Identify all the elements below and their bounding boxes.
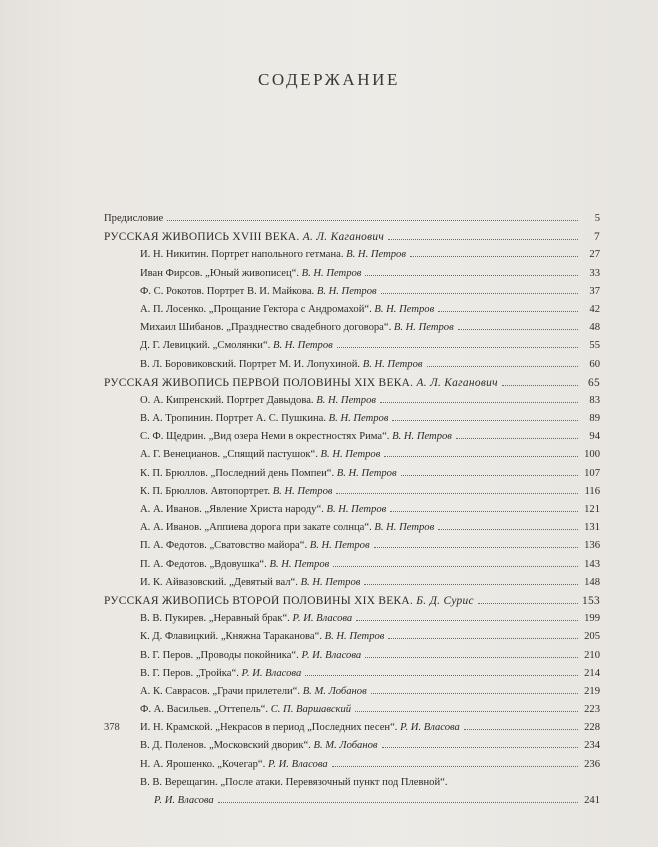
entry-author: В. Н. Петров — [362, 358, 423, 370]
toc-entry — [104, 449, 600, 467]
leader-dots — [382, 747, 579, 748]
toc-entry-text — [140, 286, 377, 297]
entry-author: А. Л. Каганович — [302, 231, 385, 244]
entry-page-number: 148 — [584, 576, 600, 588]
entry-title: Иван Фирсов. „Юный живописец“. — [140, 267, 299, 279]
leader-dots — [336, 493, 578, 494]
entry-page-number: 42 — [589, 303, 600, 315]
entry-page-number: 83 — [589, 394, 600, 406]
toc-entry-text — [140, 559, 329, 570]
leader-dots — [355, 711, 578, 712]
entry-page-number: 121 — [584, 504, 600, 515]
toc-entry-text — [140, 413, 388, 424]
toc-entry-text — [140, 468, 397, 479]
entry-page-number: 205 — [584, 631, 600, 643]
entry-author: В. Н. Петров — [272, 485, 333, 497]
toc-entry — [104, 377, 600, 395]
toc-entry — [104, 595, 600, 613]
toc-entry — [104, 486, 600, 504]
toc-entry-text — [140, 668, 301, 679]
toc-entry — [104, 231, 600, 249]
entry-title: В. В. Пукирев. „Неравный брак“. — [140, 613, 290, 625]
toc-entry-text — [140, 504, 386, 515]
leader-dots — [456, 438, 578, 439]
toc-entry — [104, 304, 600, 322]
leader-dots — [390, 511, 578, 512]
entry-title: В. А. Тропинин. Портрет А. С. Пушкина. — [140, 413, 327, 425]
entry-author: В. Н. Петров — [316, 285, 377, 297]
entry-title: О. А. Кипренский. Портрет Давыдова. — [140, 394, 314, 406]
entry-author: В. Н. Петров — [324, 631, 385, 643]
entry-author: Б. Д. Сурис — [416, 594, 474, 607]
entry-title: РУССКАЯ ЖИВОПИСЬ ВТОРОЙ ПОЛОВИНЫ XIX ВЕКА. — [104, 594, 414, 607]
leader-dots — [333, 566, 578, 567]
entry-page-number: 37 — [589, 285, 600, 297]
table-of-contents — [104, 213, 600, 813]
entry-title: А. А. Иванов. „Аппиева дорога при закате солнца“. — [140, 522, 372, 534]
entry-title: К. Д. Флавицкий. „Княжна Тараканова“. — [140, 631, 322, 643]
entry-title: В. Г. Перов. „Проводы покойника“. — [140, 649, 299, 661]
leader-dots — [371, 693, 578, 694]
leader-dots — [384, 456, 578, 457]
entry-title: П. А. Федотов. „Вдовушка“. — [140, 558, 267, 570]
toc-entry — [104, 704, 600, 722]
toc-entry — [104, 795, 600, 813]
entry-author: Р. И. Власова — [241, 667, 302, 679]
entry-author: В. Н. Петров — [316, 394, 376, 406]
leader-dots — [458, 329, 578, 330]
toc-entry — [104, 559, 600, 577]
toc-entry-text — [140, 359, 423, 370]
toc-entry-text — [104, 377, 498, 389]
entry-page-number: 236 — [584, 758, 600, 770]
toc-entry-text — [140, 686, 367, 697]
entry-author: В. Н. Петров — [301, 267, 362, 279]
toc-entry-text — [140, 613, 352, 624]
leader-dots — [365, 657, 578, 658]
entry-title: Михаил Шибанов. „Празднество свадебного договора“. — [140, 322, 392, 334]
entry-author: А. Л. Каганович — [416, 376, 498, 389]
leader-dots — [365, 275, 578, 276]
entry-page-number: 210 — [584, 649, 600, 661]
entry-author: В. Н. Петров — [269, 558, 330, 570]
toc-entry-text — [140, 304, 434, 315]
leader-dots — [438, 311, 578, 312]
toc-entry-text — [140, 486, 332, 497]
toc-entry-text — [140, 268, 361, 279]
toc-entry-text — [140, 249, 406, 260]
leader-dots — [332, 766, 578, 767]
entry-author: В. Н. Петров — [320, 449, 381, 461]
page-number: 378 — [104, 722, 120, 733]
entry-author: В. М. Лобанов — [313, 740, 378, 752]
entry-author: В. М. Лобанов — [302, 685, 367, 697]
page-title: СОДЕРЖАНИЕ — [257, 70, 401, 89]
entry-page-number: 131 — [584, 522, 600, 534]
leader-dots — [478, 603, 578, 604]
entry-page-number: 27 — [589, 249, 600, 261]
toc-entry — [104, 522, 600, 540]
toc-entry — [104, 340, 600, 358]
entry-title: А. К. Саврасов. „Грачи прилетели“. — [140, 685, 301, 697]
entry-title: А. А. Иванов. „Явление Христа народу“. — [140, 504, 324, 515]
toc-entry — [104, 686, 600, 704]
entry-page-number: 55 — [589, 340, 600, 352]
entry-page-number: 7 — [594, 231, 600, 244]
entry-page-number: 234 — [584, 740, 600, 752]
toc-entry-text — [140, 722, 460, 733]
toc-entry — [104, 322, 600, 340]
toc-entry — [104, 540, 600, 558]
entry-author: В. Н. Петров — [392, 431, 452, 443]
entry-author: Р. И. Власова — [267, 758, 328, 770]
toc-entry — [104, 431, 600, 449]
toc-entry-text — [140, 540, 370, 551]
entry-author: В. Н. Петров — [346, 249, 406, 261]
toc-entry — [104, 777, 600, 795]
toc-entry — [104, 631, 600, 649]
leader-dots — [305, 675, 578, 676]
toc-entry-text — [140, 577, 360, 588]
entry-title: В. Г. Перов. „Тройка“. — [140, 667, 239, 679]
entry-title: К. П. Брюллов. „Последний день Помпеи“. — [140, 467, 335, 479]
toc-entry — [104, 613, 600, 631]
leader-dots — [438, 529, 578, 530]
toc-entry — [104, 650, 600, 668]
entry-author: В. Н. Петров — [374, 303, 435, 315]
entry-author: Р. И. Власова — [400, 722, 460, 734]
toc-entry-text — [140, 431, 452, 442]
leader-dots — [167, 220, 578, 221]
entry-author: С. П. Варшавский — [270, 704, 352, 716]
toc-entry — [104, 504, 600, 522]
entry-page-number: 60 — [589, 358, 600, 370]
toc-entry-text — [104, 213, 163, 224]
entry-title: И. Н. Крамской. „Некрасов в период „Последних песен“. — [140, 722, 398, 734]
leader-dots — [392, 420, 578, 421]
toc-entry-text — [154, 795, 214, 806]
entry-author: Р. И. Власова — [301, 649, 362, 661]
entry-title: Предисловие — [104, 213, 164, 224]
leader-dots — [380, 402, 578, 403]
toc-entry — [104, 395, 600, 413]
toc-entry-text — [104, 595, 474, 607]
entry-author: Р. И. Власова — [154, 795, 214, 806]
toc-entry-text — [140, 777, 448, 788]
entry-author: Р. И. Власова — [292, 613, 353, 625]
toc-entry — [104, 740, 600, 758]
leader-dots — [388, 638, 578, 639]
leader-dots — [337, 347, 578, 348]
leader-dots — [410, 256, 578, 257]
entry-page-number: 48 — [589, 322, 600, 334]
toc-entry — [104, 759, 600, 777]
leader-dots — [502, 385, 578, 386]
leader-dots — [401, 475, 578, 476]
leader-dots — [427, 366, 579, 367]
entry-author: В. Н. Петров — [374, 522, 435, 534]
toc-entry-text — [140, 704, 351, 715]
entry-author: В. Н. Петров — [336, 467, 397, 479]
toc-entry — [104, 268, 600, 286]
toc-entry — [104, 413, 600, 431]
entry-title: И. Н. Никитин. Портрет напольного гетмана. — [140, 249, 344, 261]
entry-author: В. Н. Петров — [393, 322, 454, 334]
entry-title: К. П. Брюллов. Автопортрет. — [140, 485, 271, 497]
entry-page-number: 228 — [584, 722, 600, 734]
entry-page-number: 143 — [584, 558, 600, 570]
entry-page-number: 116 — [584, 485, 600, 497]
entry-title: Ф. А. Васильев. „Оттепель“. — [140, 704, 269, 716]
leader-dots — [388, 239, 578, 240]
entry-page-number: 5 — [594, 213, 600, 224]
entry-author: В. Н. Петров — [272, 340, 333, 352]
entry-page-number: 241 — [584, 795, 600, 806]
entry-page-number: 33 — [589, 267, 600, 279]
toc-entry-text — [140, 759, 328, 770]
entry-title: Н. А. Ярошенко. „Кочегар“. — [140, 758, 266, 770]
entry-title: РУССКАЯ ЖИВОПИСЬ XVIII ВЕКА. — [104, 231, 300, 244]
entry-author: В. Н. Петров — [326, 504, 387, 515]
entry-page-number: 136 — [584, 540, 600, 552]
toc-entry — [104, 577, 600, 595]
entry-title: С. Ф. Щедрин. „Вид озера Неми в окрестностях Рима“. — [140, 431, 390, 443]
toc-entry-text — [140, 340, 333, 351]
leader-dots — [381, 293, 578, 294]
entry-page-number: 89 — [589, 413, 600, 425]
entry-title: А. П. Лосенко. „Прощание Гектора с Андромахой“. — [140, 303, 372, 315]
entry-title: РУССКАЯ ЖИВОПИСЬ ПЕРВОЙ ПОЛОВИНЫ XIX ВЕКА. — [104, 376, 414, 389]
toc-entry-text — [140, 631, 384, 642]
toc-entry — [104, 468, 600, 486]
entry-title: Д. Г. Левицкий. „Смолянки“. — [140, 340, 271, 352]
entry-title: В. Д. Поленов. „Московский дворик“. — [140, 740, 311, 752]
toc-entry — [104, 213, 600, 231]
leader-dots — [364, 584, 578, 585]
entry-title: В. В. Верещагин. „После атаки. Перевязочный пункт под Плевной“. — [140, 776, 448, 788]
entry-page-number: 199 — [584, 613, 600, 625]
entry-title: В. Л. Боровиковский. Портрет М. И. Лопухиной. — [140, 358, 361, 370]
entry-author: В. Н. Петров — [300, 576, 361, 588]
entry-title: И. К. Айвазовский. „Девятый вал“. — [140, 576, 298, 588]
toc-entry — [104, 359, 600, 377]
leader-dots — [374, 547, 578, 548]
toc-entry — [104, 722, 600, 740]
entry-author: В. Н. Петров — [309, 540, 370, 552]
toc-entry-text — [104, 231, 384, 243]
entry-page-number: 65 — [588, 376, 600, 389]
toc-entry — [104, 249, 600, 267]
entry-page-number: 223 — [584, 704, 600, 716]
toc-entry-text — [140, 449, 380, 460]
entry-author: В. Н. Петров — [328, 413, 389, 425]
leader-dots — [464, 729, 578, 730]
entry-page-number: 94 — [589, 431, 600, 443]
toc-entry — [104, 668, 600, 686]
toc-entry-text — [140, 650, 361, 661]
toc-entry-text — [140, 395, 376, 406]
toc-entry-text — [140, 322, 454, 333]
toc-entry — [104, 286, 600, 304]
entry-page-number: 214 — [584, 667, 600, 679]
entry-title: А. Г. Венецианов. „Спящий пастушок“. — [140, 449, 318, 461]
leader-dots — [218, 802, 578, 803]
entry-page-number: 219 — [584, 685, 600, 697]
leader-dots — [356, 620, 578, 621]
entry-page-number: 107 — [584, 467, 600, 479]
entry-title: П. А. Федотов. „Сватовство майора“. — [140, 540, 308, 552]
toc-entry-text — [140, 522, 434, 533]
entry-page-number: 100 — [584, 449, 600, 461]
entry-page-number: 153 — [582, 594, 600, 607]
toc-entry-text — [140, 740, 378, 751]
entry-title: Ф. С. Рокотов. Портрет В. И. Майкова. — [140, 285, 315, 297]
